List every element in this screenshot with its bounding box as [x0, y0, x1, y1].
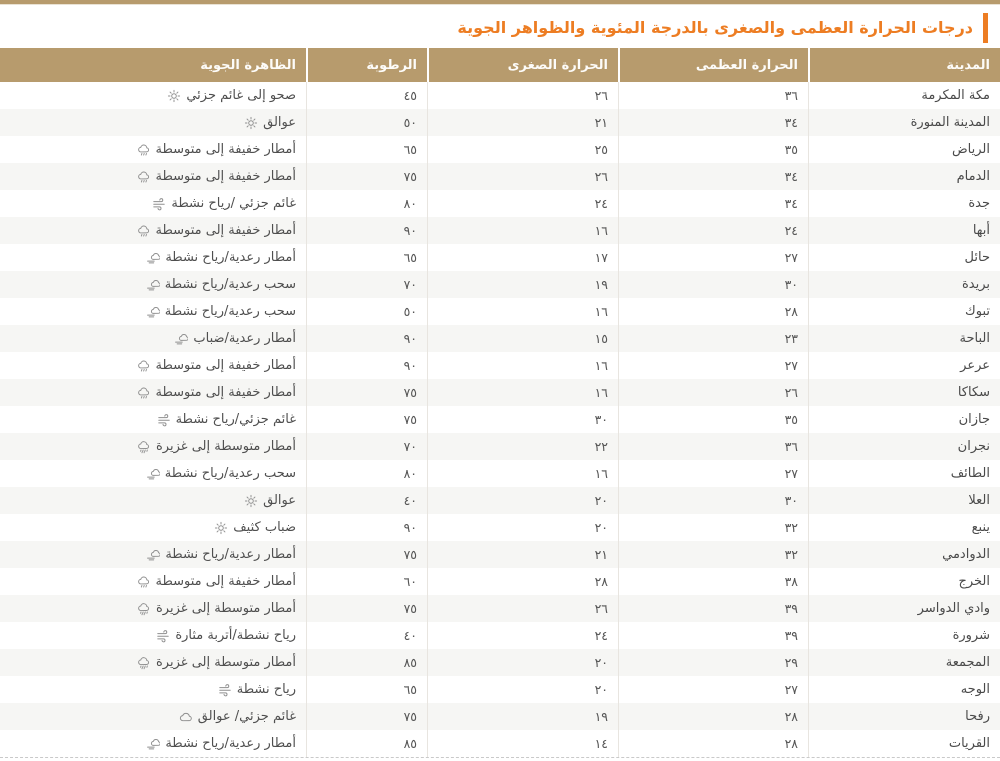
phenomenon-cell	[0, 82, 306, 109]
min-temp-cell: ٢٠	[427, 487, 618, 514]
weather-table	[0, 48, 1000, 758]
phenomenon-cell	[0, 730, 306, 757]
phenomenon-cell	[0, 136, 306, 163]
city-cell: الرياض	[808, 136, 1000, 163]
phenomenon-cell	[0, 190, 306, 217]
phenomenon-cell	[0, 514, 306, 541]
humidity-cell: ٦٥	[306, 136, 427, 163]
sun-icon	[167, 89, 181, 103]
city-cell: الباحة	[808, 325, 1000, 352]
phenomenon-cell	[0, 271, 306, 298]
min-temp-cell: ١٧	[427, 244, 618, 271]
wind-icon	[157, 413, 171, 427]
max-temp-cell: ٣٢	[618, 541, 808, 568]
phenomenon-label: أمطار خفيفة إلى متوسطة	[155, 169, 296, 184]
phenomenon-label: أمطار رعدية/ضباب	[193, 331, 296, 346]
phenomenon-label: غائم جزئي /رياح نشطة	[171, 196, 296, 211]
phenomenon-label: أمطار رعدية/رياح نشطة	[165, 250, 296, 265]
humidity-cell: ٧٥	[306, 379, 427, 406]
city-cell: جازان	[808, 406, 1000, 433]
table-row	[0, 325, 1000, 352]
max-temp-cell: ٣٠	[618, 487, 808, 514]
humidity-cell: ٤٠	[306, 622, 427, 649]
humidity-cell: ٧٥	[306, 595, 427, 622]
max-temp-cell: ٢٦	[618, 379, 808, 406]
phenomenon-label: أمطار خفيفة إلى متوسطة	[155, 142, 296, 157]
min-temp-cell: ٣٠	[427, 406, 618, 433]
humidity-cell: ٧٠	[306, 433, 427, 460]
min-temp-cell: ٢٥	[427, 136, 618, 163]
humidity-cell: ٧٥	[306, 541, 427, 568]
city-cell: عرعر	[808, 352, 1000, 379]
heavy-rain-icon	[137, 602, 151, 616]
min-temp-cell: ١٦	[427, 217, 618, 244]
min-temp-cell: ٢٦	[427, 163, 618, 190]
humidity-cell: ٦٥	[306, 676, 427, 703]
max-temp-cell: ٣٨	[618, 568, 808, 595]
city-cell: القريات	[808, 730, 1000, 757]
min-temp-cell: ١٩	[427, 271, 618, 298]
min-temp-cell: ٢٠	[427, 649, 618, 676]
light-rain-icon	[137, 143, 151, 157]
phenomenon-cell	[0, 460, 306, 487]
max-temp-cell: ٣٤	[618, 109, 808, 136]
max-temp-cell: ٣٦	[618, 82, 808, 109]
min-temp-cell: ٢٨	[427, 568, 618, 595]
table-body	[0, 82, 1000, 758]
phenomenon-cell	[0, 703, 306, 730]
phenomenon-label: أمطار متوسطة إلى غزيرة	[156, 601, 296, 616]
phenomenon-label: أمطار خفيفة إلى متوسطة	[155, 358, 296, 373]
city-cell: العلا	[808, 487, 1000, 514]
wind-icon	[152, 197, 166, 211]
table-row	[0, 676, 1000, 703]
light-rain-icon	[137, 170, 151, 184]
phenomenon-label: رياح نشطة	[236, 682, 296, 697]
phenomenon-label: سحب رعدية/رياح نشطة	[164, 466, 296, 481]
phenomenon-cell	[0, 649, 306, 676]
city-cell: تبوك	[808, 298, 1000, 325]
min-temp-cell: ٢١	[427, 109, 618, 136]
city-cell: الخرج	[808, 568, 1000, 595]
city-cell: رفحا	[808, 703, 1000, 730]
max-temp-cell: ٢٧	[618, 244, 808, 271]
table-row	[0, 298, 1000, 325]
max-temp-cell: ٢٨	[618, 730, 808, 757]
storm-icon	[146, 548, 160, 562]
humidity-cell: ٦٠	[306, 568, 427, 595]
max-temp-cell: ٣٩	[618, 622, 808, 649]
phenomenon-label: صحو إلى غائم جزئي	[186, 88, 296, 103]
phenomenon-cell	[0, 352, 306, 379]
humidity-cell: ٨٠	[306, 460, 427, 487]
table-row	[0, 379, 1000, 406]
city-cell: المدينة المنورة	[808, 109, 1000, 136]
phenomenon-cell	[0, 487, 306, 514]
city-cell: نجران	[808, 433, 1000, 460]
table-row	[0, 703, 1000, 730]
humidity-cell: ٧٠	[306, 271, 427, 298]
humidity-cell: ٨٠	[306, 190, 427, 217]
city-cell: وادي الدواسر	[808, 595, 1000, 622]
phenomenon-label: رياح نشطة/أتربة مثارة	[175, 628, 296, 643]
storm-icon	[146, 251, 160, 265]
city-cell: شرورة	[808, 622, 1000, 649]
min-temp-cell: ٢٤	[427, 190, 618, 217]
min-temp-cell: ٢٠	[427, 514, 618, 541]
table-row	[0, 433, 1000, 460]
table-row	[0, 514, 1000, 541]
phenomenon-label: أمطار متوسطة إلى غزيرة	[156, 439, 296, 454]
max-temp-cell: ٢٨	[618, 703, 808, 730]
min-temp-cell: ١٤	[427, 730, 618, 757]
min-temp-cell: ٢٤	[427, 622, 618, 649]
storm-icon	[146, 467, 160, 481]
wind-icon	[218, 683, 232, 697]
humidity-cell: ٤٥	[306, 82, 427, 109]
humidity-cell: ٥٠	[306, 109, 427, 136]
max-temp-cell: ٣٠	[618, 271, 808, 298]
city-cell: المجمعة	[808, 649, 1000, 676]
humidity-cell: ٦٥	[306, 244, 427, 271]
humidity-cell: ٥٠	[306, 298, 427, 325]
humidity-cell: ٨٥	[306, 730, 427, 757]
phenomenon-label: أمطار خفيفة إلى متوسطة	[155, 223, 296, 238]
phenomenon-cell	[0, 433, 306, 460]
max-temp-cell: ٣٥	[618, 136, 808, 163]
header-max-temp: الحرارة العظمى	[618, 48, 808, 82]
min-temp-cell: ١٦	[427, 298, 618, 325]
phenomenon-cell	[0, 568, 306, 595]
header-humidity: الرطوبة	[306, 48, 427, 82]
max-temp-cell: ٢٩	[618, 649, 808, 676]
humidity-cell: ٧٥	[306, 406, 427, 433]
light-rain-icon	[137, 386, 151, 400]
phenomenon-cell	[0, 244, 306, 271]
city-cell: الطائف	[808, 460, 1000, 487]
max-temp-cell: ٣٥	[618, 406, 808, 433]
city-cell: ينبع	[808, 514, 1000, 541]
table-row	[0, 730, 1000, 757]
table-row	[0, 217, 1000, 244]
header-min-temp: الحرارة الصغرى	[427, 48, 618, 82]
max-temp-cell: ٣٤	[618, 190, 808, 217]
phenomenon-cell	[0, 622, 306, 649]
phenomenon-label: أمطار متوسطة إلى غزيرة	[156, 655, 296, 670]
header-phenomenon: الظاهرة الجوية	[200, 57, 296, 73]
max-temp-cell: ٢٣	[618, 325, 808, 352]
phenomenon-label: سحب رعدية/رياح نشطة	[164, 277, 296, 292]
humidity-cell: ٧٥	[306, 703, 427, 730]
phenomenon-cell	[0, 541, 306, 568]
humidity-cell: ٩٠	[306, 325, 427, 352]
cloud-icon	[179, 710, 193, 724]
city-cell: أبها	[808, 217, 1000, 244]
sun-icon	[214, 521, 228, 535]
min-temp-cell: ٢٦	[427, 82, 618, 109]
header-city: المدينة	[808, 48, 1000, 82]
max-temp-cell: ٢٧	[618, 676, 808, 703]
phenomenon-cell	[0, 298, 306, 325]
phenomenon-cell	[0, 676, 306, 703]
storm-icon	[146, 278, 160, 292]
max-temp-cell: ٢٤	[618, 217, 808, 244]
table-row	[0, 352, 1000, 379]
storm-icon	[146, 305, 160, 319]
phenomenon-cell	[0, 595, 306, 622]
city-cell: جدة	[808, 190, 1000, 217]
humidity-cell: ٨٥	[306, 649, 427, 676]
phenomenon-label: ضباب كثيف	[233, 520, 296, 535]
table-row	[0, 487, 1000, 514]
storm-icon	[174, 332, 188, 346]
phenomenon-cell	[0, 325, 306, 352]
phenomenon-cell	[0, 406, 306, 433]
heavy-rain-icon	[137, 440, 151, 454]
table-row	[0, 109, 1000, 136]
light-rain-icon	[137, 224, 151, 238]
sun-icon	[244, 494, 258, 508]
phenomenon-label: غائم جزئي/رياح نشطة	[175, 412, 296, 427]
max-temp-cell: ٣٦	[618, 433, 808, 460]
city-cell: سكاكا	[808, 379, 1000, 406]
table-row	[0, 406, 1000, 433]
phenomenon-cell	[0, 109, 306, 136]
phenomenon-label: غائم جزئي/ عوالق	[197, 709, 296, 724]
light-rain-icon	[137, 575, 151, 589]
table-row	[0, 244, 1000, 271]
sun-icon	[244, 116, 258, 130]
min-temp-cell: ١٥	[427, 325, 618, 352]
max-temp-cell: ٢٧	[618, 460, 808, 487]
city-cell: الدمام	[808, 163, 1000, 190]
table-row	[0, 82, 1000, 109]
phenomenon-label: أمطار رعدية/رياح نشطة	[165, 736, 296, 751]
table-row	[0, 595, 1000, 622]
table-row	[0, 622, 1000, 649]
title-bar	[0, 5, 1000, 48]
table-row	[0, 541, 1000, 568]
city-cell: الدوادمي	[808, 541, 1000, 568]
city-cell: مكة المكرمة	[808, 82, 1000, 109]
phenomenon-label: أمطار خفيفة إلى متوسطة	[155, 574, 296, 589]
min-temp-cell: ٢٠	[427, 676, 618, 703]
min-temp-cell: ١٦	[427, 379, 618, 406]
phenomenon-cell	[0, 379, 306, 406]
humidity-cell: ٧٥	[306, 163, 427, 190]
phenomenon-cell	[0, 163, 306, 190]
min-temp-cell: ٢٢	[427, 433, 618, 460]
humidity-cell: ٩٠	[306, 514, 427, 541]
max-temp-cell: ٢٧	[618, 352, 808, 379]
city-cell: الوجه	[808, 676, 1000, 703]
max-temp-cell: ٣٢	[618, 514, 808, 541]
min-temp-cell: ٢٦	[427, 595, 618, 622]
humidity-cell: ٩٠	[306, 352, 427, 379]
min-temp-cell: ١٦	[427, 460, 618, 487]
min-temp-cell: ٢١	[427, 541, 618, 568]
max-temp-cell: ٣٩	[618, 595, 808, 622]
table-row	[0, 568, 1000, 595]
title-accent-bar	[983, 13, 988, 43]
humidity-cell: ٩٠	[306, 217, 427, 244]
max-temp-cell: ٢٨	[618, 298, 808, 325]
city-cell: بريدة	[808, 271, 1000, 298]
table-row	[0, 649, 1000, 676]
phenomenon-label: أمطار رعدية/رياح نشطة	[165, 547, 296, 562]
phenomenon-label: عوالق	[263, 115, 296, 130]
storm-icon	[146, 737, 160, 751]
table-row	[0, 271, 1000, 298]
phenomenon-cell	[0, 217, 306, 244]
phenomenon-label: سحب رعدية/رياح نشطة	[164, 304, 296, 319]
min-temp-cell: ١٦	[427, 352, 618, 379]
table-header-row	[0, 48, 1000, 82]
table-row	[0, 190, 1000, 217]
page-title: درجات الحرارة العظمى والصغرى بالدرجة المئوية والظواهر الجوية	[457, 17, 973, 37]
humidity-cell: ٤٠	[306, 487, 427, 514]
light-rain-icon	[137, 359, 151, 373]
phenomenon-label: عوالق	[263, 493, 296, 508]
min-temp-cell: ١٩	[427, 703, 618, 730]
table-row	[0, 136, 1000, 163]
city-cell: حائل	[808, 244, 1000, 271]
wind-icon	[156, 629, 170, 643]
max-temp-cell: ٣٤	[618, 163, 808, 190]
heavy-rain-icon	[137, 656, 151, 670]
phenomenon-label: أمطار خفيفة إلى متوسطة	[155, 385, 296, 400]
table-row	[0, 163, 1000, 190]
table-row	[0, 460, 1000, 487]
